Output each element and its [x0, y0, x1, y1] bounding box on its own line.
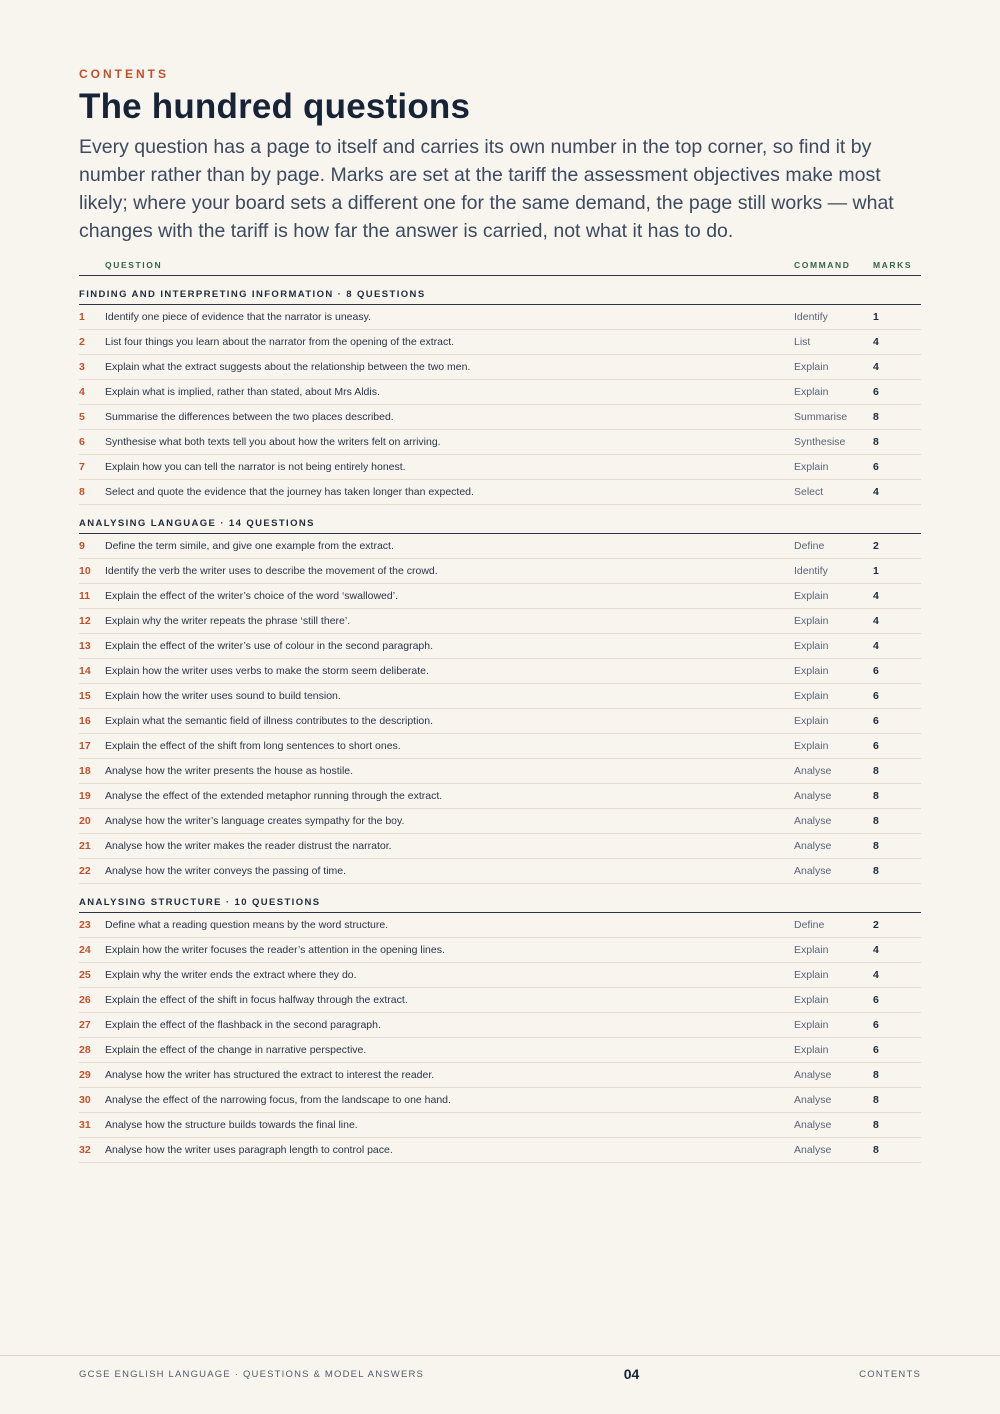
- marks-value: 6: [873, 740, 879, 752]
- command-word: Explain: [794, 1044, 829, 1056]
- table-row[interactable]: [79, 709, 921, 734]
- question-number: 14: [79, 665, 91, 677]
- page-title: The hundred questions: [79, 87, 471, 126]
- marks-value: 8: [873, 1094, 879, 1106]
- question-number: 31: [79, 1119, 91, 1131]
- section-heading-label: FINDING AND INTERPRETING INFORMATION · 8 QUESTIONS: [79, 289, 426, 300]
- question-text: Explain the effect of the flashback in the second paragraph.: [105, 1019, 381, 1031]
- question-text: Explain what the extract suggests about the relationship between the two men.: [105, 361, 471, 373]
- marks-value: 8: [873, 411, 879, 423]
- section-eyebrow: CONTENTS: [79, 67, 169, 81]
- question-number: 8: [79, 486, 85, 498]
- question-text: Explain the effect of the change in narrative perspective.: [105, 1044, 367, 1056]
- question-text: Explain why the writer repeats the phrase ‘still there’.: [105, 615, 351, 627]
- command-word: Explain: [794, 944, 829, 956]
- command-word: Synthesise: [794, 436, 846, 448]
- section-heading: [79, 276, 921, 305]
- question-text: Summarise the differences between the two places described.: [105, 411, 394, 423]
- footer-book-title: GCSE ENGLISH LANGUAGE · QUESTIONS & MODEL ANSWERS: [79, 1369, 425, 1380]
- question-text: Explain how you can tell the narrator is not being entirely honest.: [105, 461, 406, 473]
- question-number: 9: [79, 540, 85, 552]
- page-footer: [0, 1355, 1000, 1414]
- question-text: Explain how the writer uses sound to build tension.: [105, 690, 341, 702]
- question-number: 4: [79, 386, 85, 398]
- question-text: Explain the effect of the shift from long sentences to short ones.: [105, 740, 401, 752]
- question-number: 10: [79, 565, 91, 577]
- table-row[interactable]: [79, 809, 921, 834]
- question-number: 18: [79, 765, 91, 777]
- command-word: Define: [794, 540, 825, 552]
- column-header-question: QUESTION: [105, 260, 163, 270]
- question-number: 30: [79, 1094, 91, 1106]
- question-text: Analyse how the writer uses paragraph length to control pace.: [105, 1144, 393, 1156]
- question-text: Define the term simile, and give one example from the extract.: [105, 540, 394, 552]
- question-text: Explain the effect of the writer’s choice of the word ‘swallowed’.: [105, 590, 398, 602]
- marks-value: 6: [873, 386, 879, 398]
- question-number: 32: [79, 1144, 91, 1156]
- question-text: Identify the verb the writer uses to describe the movement of the crowd.: [105, 565, 438, 577]
- marks-value: 4: [873, 969, 879, 981]
- table-row[interactable]: [79, 684, 921, 709]
- question-text: Analyse how the writer has structured the extract to interest the reader.: [105, 1069, 435, 1081]
- command-word: Analyse: [794, 1094, 832, 1106]
- question-text: Select and quote the evidence that the journey has taken longer than expected.: [105, 486, 474, 498]
- section-heading-label: ANALYSING LANGUAGE · 14 QUESTIONS: [79, 518, 315, 529]
- marks-value: 6: [873, 715, 879, 727]
- table-row[interactable]: [79, 480, 921, 505]
- question-number: 24: [79, 944, 91, 956]
- table-row[interactable]: [79, 559, 921, 584]
- question-number: 19: [79, 790, 91, 802]
- marks-value: 2: [873, 919, 879, 931]
- marks-value: 6: [873, 994, 879, 1006]
- table-row[interactable]: [79, 963, 921, 988]
- marks-value: 8: [873, 1069, 879, 1081]
- question-number: 11: [79, 590, 91, 602]
- table-row[interactable]: [79, 659, 921, 684]
- command-word: Identify: [794, 565, 828, 577]
- question-number: 28: [79, 1044, 91, 1056]
- marks-value: 4: [873, 336, 879, 348]
- command-word: Summarise: [794, 411, 848, 423]
- command-word: Explain: [794, 994, 829, 1006]
- table-row[interactable]: [79, 330, 921, 355]
- section-heading: [79, 505, 921, 534]
- table-row[interactable]: [79, 355, 921, 380]
- table-row[interactable]: [79, 859, 921, 884]
- command-word: Explain: [794, 1019, 829, 1031]
- command-word: Explain: [794, 640, 829, 652]
- marks-value: 4: [873, 944, 879, 956]
- marks-value: 4: [873, 640, 879, 652]
- marks-value: 4: [873, 615, 879, 627]
- table-row[interactable]: [79, 534, 921, 559]
- command-word: Explain: [794, 969, 829, 981]
- question-number: 26: [79, 994, 91, 1006]
- question-text: Analyse how the writer’s language creates sympathy for the boy.: [105, 815, 405, 827]
- question-number: 2: [79, 336, 85, 348]
- column-header-marks: MARKS: [873, 260, 913, 270]
- intro-paragraph: Every question has a page to itself and carries its own number in the top corner, so find it by number rather than by page. Marks are set at the tariff the assessment objectives make most likely; where your board sets a different one for the same demand, the page still works — what changes with the tariff is how far the answer is carried, not what it has to do.: [79, 136, 894, 242]
- command-word: Select: [794, 486, 824, 498]
- question-number: 17: [79, 740, 91, 752]
- question-number: 23: [79, 919, 91, 931]
- question-text: Analyse how the writer makes the reader distrust the narrator.: [105, 840, 392, 852]
- question-text: Explain what is implied, rather than stated, about Mrs Aldis.: [105, 386, 380, 398]
- question-number: 5: [79, 411, 85, 423]
- command-word: Analyse: [794, 1144, 832, 1156]
- marks-value: 8: [873, 790, 879, 802]
- marks-value: 8: [873, 436, 879, 448]
- command-word: Explain: [794, 386, 829, 398]
- command-word: Analyse: [794, 815, 832, 827]
- command-word: Explain: [794, 690, 829, 702]
- command-word: Analyse: [794, 865, 832, 877]
- table-header: [79, 256, 921, 276]
- question-number: 29: [79, 1069, 91, 1081]
- command-word: Explain: [794, 615, 829, 627]
- command-word: Analyse: [794, 765, 832, 777]
- question-text: Analyse the effect of the narrowing focus, from the landscape to one hand.: [105, 1094, 451, 1106]
- marks-value: 8: [873, 815, 879, 827]
- table-row[interactable]: [79, 380, 921, 405]
- question-text: Explain the effect of the writer’s use of colour in the second paragraph.: [105, 640, 434, 652]
- contents-section: [79, 276, 921, 505]
- question-text: Explain how the writer uses verbs to make the storm seem deliberate.: [105, 665, 429, 677]
- marks-value: 8: [873, 765, 879, 777]
- command-word: Define: [794, 919, 825, 931]
- command-word: Explain: [794, 665, 829, 677]
- page-number: 04: [623, 1366, 640, 1382]
- table-row[interactable]: [79, 1138, 921, 1163]
- question-number: 7: [79, 461, 85, 473]
- marks-value: 6: [873, 1019, 879, 1031]
- table-row[interactable]: [79, 1038, 921, 1063]
- table-row[interactable]: [79, 584, 921, 609]
- marks-value: 8: [873, 1119, 879, 1131]
- question-text: List four things you learn about the narrator from the opening of the extract.: [105, 336, 455, 348]
- table-row[interactable]: [79, 784, 921, 809]
- command-word: Analyse: [794, 790, 832, 802]
- command-word: Analyse: [794, 1069, 832, 1081]
- question-number: 22: [79, 865, 91, 877]
- table-row[interactable]: [79, 1088, 921, 1113]
- question-number: 6: [79, 436, 85, 448]
- table-row[interactable]: [79, 405, 921, 430]
- question-text: Analyse the effect of the extended metaphor running through the extract.: [105, 790, 443, 802]
- question-text: Analyse how the structure builds towards the final line.: [105, 1119, 358, 1131]
- command-word: Explain: [794, 461, 829, 473]
- table-row[interactable]: [79, 988, 921, 1013]
- question-text: Explain why the writer ends the extract where they do.: [105, 969, 357, 981]
- question-text: Explain how the writer focuses the reader’s attention in the opening lines.: [105, 944, 445, 956]
- marks-value: 1: [873, 565, 879, 577]
- question-number: 13: [79, 640, 91, 652]
- command-word: List: [794, 336, 811, 348]
- question-text: Identify one piece of evidence that the narrator is uneasy.: [105, 311, 371, 323]
- marks-value: 2: [873, 540, 879, 552]
- section-heading-label: ANALYSING STRUCTURE · 10 QUESTIONS: [79, 897, 321, 908]
- marks-value: 4: [873, 590, 879, 602]
- table-row[interactable]: [79, 305, 921, 330]
- question-text: Explain what the semantic field of illness contributes to the description.: [105, 715, 434, 727]
- marks-value: 6: [873, 1044, 879, 1056]
- command-word: Analyse: [794, 1119, 832, 1131]
- section-heading: [79, 884, 921, 913]
- marks-value: 6: [873, 690, 879, 702]
- contents-table: [79, 256, 921, 1163]
- table-row[interactable]: [79, 938, 921, 963]
- marks-value: 6: [873, 665, 879, 677]
- marks-value: 4: [873, 486, 879, 498]
- column-header-command: COMMAND: [794, 260, 851, 270]
- table-row[interactable]: [79, 834, 921, 859]
- command-word: Explain: [794, 590, 829, 602]
- question-text: Analyse how the writer presents the house as hostile.: [105, 765, 354, 777]
- question-number: 25: [79, 969, 91, 981]
- command-word: Analyse: [794, 840, 832, 852]
- marks-value: 1: [873, 311, 879, 323]
- table-row[interactable]: [79, 1113, 921, 1138]
- marks-value: 8: [873, 840, 879, 852]
- contents-section: [79, 505, 921, 884]
- marks-value: 4: [873, 361, 879, 373]
- question-number: 20: [79, 815, 91, 827]
- question-number: 16: [79, 715, 91, 727]
- table-row[interactable]: [79, 455, 921, 480]
- command-word: Explain: [794, 715, 829, 727]
- contents-section: [79, 884, 921, 1163]
- marks-value: 6: [873, 461, 879, 473]
- command-word: Explain: [794, 361, 829, 373]
- table-row[interactable]: [79, 609, 921, 634]
- question-number: 15: [79, 690, 91, 702]
- footer-section-label: CONTENTS: [859, 1369, 921, 1380]
- command-word: Explain: [794, 740, 829, 752]
- command-word: Identify: [794, 311, 828, 323]
- table-row[interactable]: [79, 1063, 921, 1088]
- question-text: Analyse how the writer conveys the passing of time.: [105, 865, 347, 877]
- question-number: 12: [79, 615, 91, 627]
- question-number: 21: [79, 840, 91, 852]
- table-row[interactable]: [79, 913, 921, 938]
- table-row[interactable]: [79, 1013, 921, 1038]
- question-text: Define what a reading question means by the word structure.: [105, 919, 389, 931]
- question-number: 1: [79, 311, 85, 323]
- question-text: Explain the effect of the shift in focus halfway through the extract.: [105, 994, 408, 1006]
- question-number: 27: [79, 1019, 91, 1031]
- table-row[interactable]: [79, 430, 921, 455]
- question-text: Synthesise what both texts tell you about how the writers felt on arriving.: [105, 436, 441, 448]
- marks-value: 8: [873, 1144, 879, 1156]
- question-number: 3: [79, 361, 85, 373]
- table-row[interactable]: [79, 759, 921, 784]
- table-sections: [79, 276, 921, 1163]
- table-row[interactable]: [79, 634, 921, 659]
- marks-value: 8: [873, 865, 879, 877]
- table-row[interactable]: [79, 734, 921, 759]
